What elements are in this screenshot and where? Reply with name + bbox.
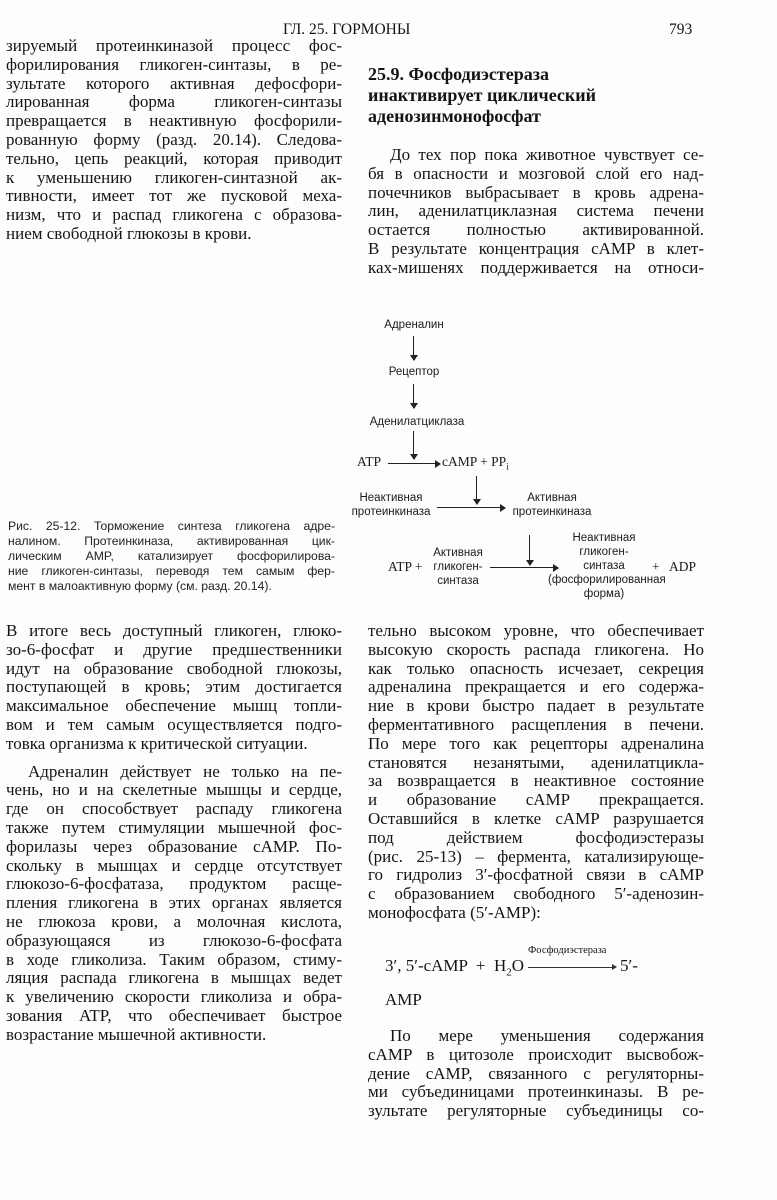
text-line: cAMP в цитозоле происходит высвобож- xyxy=(368,1044,704,1064)
right-bottom-text xyxy=(368,622,704,923)
label-line: Неактивная xyxy=(359,492,423,504)
label-atp: ATP xyxy=(357,454,382,469)
text-line: ках-мишенях поддерживается на относи- xyxy=(368,257,704,277)
text-line: к уменьшению гликоген-синтазной ак- xyxy=(6,167,342,187)
text-line: поступающей в кровь; этим достигается xyxy=(6,677,342,697)
equation-lhs-end: O xyxy=(511,956,525,975)
text-line: тивности, имеет тот же пусковой меха- xyxy=(6,186,342,206)
text-line: (рис. 25-13) – фермента, катализирующе- xyxy=(368,846,704,866)
text-line: адреналина прекращается и его содержа- xyxy=(368,677,704,697)
text-line: и образование cAMP прекращается. xyxy=(368,790,704,810)
text-line: нием свободной глюкозы в крови. xyxy=(6,223,252,243)
text-line: ние в крови быстро падает в результате xyxy=(368,696,704,716)
text-line: дение cAMP, связанного с регуляторны- xyxy=(368,1063,704,1083)
heading-line: 25.9. Фосфодиэстераза xyxy=(368,64,549,84)
text-line: рованную форму (разд. 20.14). Следова- xyxy=(6,129,342,149)
text-line: также путем стимуляции мышечной фос- xyxy=(6,817,342,837)
right-bottom-text-2 xyxy=(368,1027,704,1121)
caption-line: лическим AMP, катализирует фосфорилирова- xyxy=(8,549,335,563)
text-line: под действием фосфодиэстеразы xyxy=(368,827,704,847)
text-line: как только опасность исчезает, секреция xyxy=(368,658,704,678)
arrow-down-icon xyxy=(413,336,414,360)
text-line: В итоге весь доступный гликоген, глюко- xyxy=(6,621,342,640)
text-line: за возвращается в неактивное состояние xyxy=(368,771,704,791)
label-line: Неактивная xyxy=(572,532,636,544)
label-line: протеинкиназа xyxy=(351,506,431,518)
equation-rhs: 5′- xyxy=(620,956,638,975)
equation-subscript: 2 xyxy=(506,966,512,979)
equation-continuation: AMP xyxy=(385,990,422,1010)
text-line: форилазы через образование cAMP. По- xyxy=(6,836,342,856)
label-active-glycogen-synthase xyxy=(425,546,491,588)
text-line: не глюкоза крови, а молочная кислота, xyxy=(6,911,342,931)
arrow-down-icon xyxy=(413,431,414,459)
label-camp-ppi xyxy=(442,455,509,474)
right-top-text xyxy=(368,146,704,278)
left-bottom-text xyxy=(6,622,342,1045)
label-line: форма) xyxy=(583,588,625,600)
text-line: пления гликогена в этих органах является xyxy=(6,893,342,913)
label-line: синтаза xyxy=(583,560,625,572)
enzyme-label: Фосфодиэстераза xyxy=(528,945,607,956)
running-header-chapter: ГЛ. 25. ГОРМОНЫ xyxy=(283,21,411,38)
text-line: До тех пор пока животное чувствует се- xyxy=(390,145,704,164)
left-top-text xyxy=(6,37,342,244)
text-line: идут на образование свободной глюкозы, xyxy=(6,658,342,678)
text-line: Адреналин действует не только на пе- xyxy=(28,761,342,781)
text-line: почечников выбрасывает в кровь адрена- xyxy=(368,182,704,202)
text-line: товка организма к критической ситуации. xyxy=(6,733,308,753)
text-line: с образованием свободного 5′-аденозин- xyxy=(368,884,704,904)
label-active-protein-kinase xyxy=(509,491,595,519)
text-line: зования ATP, что обеспечивает быстрое xyxy=(6,1005,342,1025)
label-line: Активная xyxy=(527,492,577,504)
arrow-down-icon xyxy=(476,476,477,504)
page-number: 793 xyxy=(669,21,693,38)
text-line: ми субъединицами протеинкиназы. В ре- xyxy=(368,1082,704,1102)
text-line: зируемый протеинкиназой процесс фос- xyxy=(6,36,342,55)
reaction-equation xyxy=(385,945,638,1010)
text-line: максимальное обеспечение мышц топли- xyxy=(6,696,342,716)
label-line: синтаза xyxy=(437,575,479,587)
text-line: ляция распада гликогена в мышцах ведет xyxy=(6,968,342,988)
text-line: По мере уменьшения содержания xyxy=(390,1026,704,1045)
arrow-down-icon xyxy=(529,535,530,565)
ppi-subscript: i xyxy=(506,461,509,472)
equation-lhs: 3′, 5′-cAMP + H xyxy=(385,956,507,975)
reaction-arrow-icon xyxy=(528,945,616,971)
arrow-down-icon xyxy=(413,384,414,408)
label-adenylate-cyclase: Аденилатциклаза xyxy=(369,416,465,428)
label-line: (фосфорилированная xyxy=(548,574,666,586)
label-line: протеинкиназа xyxy=(512,506,592,518)
text-line: тельно, цепь реакций, которая приводит xyxy=(6,148,342,168)
text-line: монофосфата (5′-AMP): xyxy=(368,902,541,922)
text-line: чень, но и на скелетные мышцы и сердце, xyxy=(6,780,342,800)
text-line: лированная форма гликоген-синтазы xyxy=(6,92,342,112)
text-line: в ходе гликолиза. Таким образом, стиму- xyxy=(6,949,342,969)
text-line: зультате регуляторные субъединицы со- xyxy=(368,1101,704,1121)
caption-line: ние гликоген-синтазы, переводя тем самым фер- xyxy=(8,564,335,578)
text-line: бя в опасности и мозговой слой его над- xyxy=(368,163,704,183)
text-line: форилирования гликоген-синтазы, в ре- xyxy=(6,54,342,74)
text-line: к увеличению скорости гликолиза и обра- xyxy=(6,987,342,1007)
text-line: В результате концентрация cAMP в клет- xyxy=(368,238,704,258)
text-line: зо-6-фосфат и другие предшественники xyxy=(6,639,342,659)
caption-line: налином. Протеинкиназа, активированная цик- xyxy=(8,534,335,548)
text-line: превращается в неактивную фосфорили- xyxy=(6,111,342,131)
section-heading xyxy=(368,64,704,127)
figure-caption xyxy=(8,519,335,594)
text-line: лин, аденилатциклазная система печени xyxy=(368,201,704,221)
text-line: ферментативного расщепления в печени. xyxy=(368,714,704,734)
text-line: глюкозо-6-фосфатаза, продуктом расще- xyxy=(6,874,342,894)
text-line: становятся незанятыми, аденилатцикла- xyxy=(368,752,704,772)
text-line: скольку в мышцах и сердце отсутствует xyxy=(6,855,342,875)
text-line: остается полностью активированной. xyxy=(368,220,704,240)
label-inactive-protein-kinase xyxy=(348,491,434,519)
text-line: вом и тем самым осуществляется подго- xyxy=(6,714,342,734)
arrow-right-icon xyxy=(437,507,505,508)
label-atp-plus: ATP + xyxy=(388,559,423,574)
label-line: Активная xyxy=(433,547,483,559)
label-receptor: Рецептор xyxy=(388,366,440,378)
label-line: гликоген- xyxy=(433,561,483,573)
label-adrenaline: Адреналин xyxy=(384,319,444,331)
camp-ppi-text: cAMP + PP xyxy=(442,454,507,469)
text-line: высокую скорость распада гликогена. Но xyxy=(368,639,704,659)
text-line: где он способствует распаду гликогена xyxy=(6,799,342,819)
text-line: го гидролиз 3′-фосфатной связи в cAMP xyxy=(368,865,704,885)
text-line: возрастание мышечной активности. xyxy=(6,1024,267,1044)
heading-line: инактивирует циклический xyxy=(368,85,597,105)
text-line: зультате которого активная дефосфори- xyxy=(6,73,342,93)
caption-line: мент в малоактивную форму (см. разд. 20.14). xyxy=(8,579,272,593)
label-line: гликоген- xyxy=(579,546,629,558)
label-inactive-glycogen-synthase xyxy=(548,531,666,601)
text-line: тельно высоком уровне, что обеспечивает xyxy=(368,621,704,640)
heading-line: аденозинмонофосфат xyxy=(368,106,541,126)
arrow-right-icon xyxy=(388,463,440,464)
label-plus-adp: + ADP xyxy=(652,559,697,574)
caption-line: Рис. 25-12. Торможение синтеза гликогена адре- xyxy=(8,519,335,533)
text-line: образующаяся из глюкозо-6-фосфата xyxy=(6,930,342,950)
text-line: Оставшийся в клетке cAMP разрушается xyxy=(368,808,704,828)
text-line: По мере того как рецепторы адреналина xyxy=(368,733,704,753)
text-line: низм, что и распад гликогена с образова- xyxy=(6,205,342,225)
